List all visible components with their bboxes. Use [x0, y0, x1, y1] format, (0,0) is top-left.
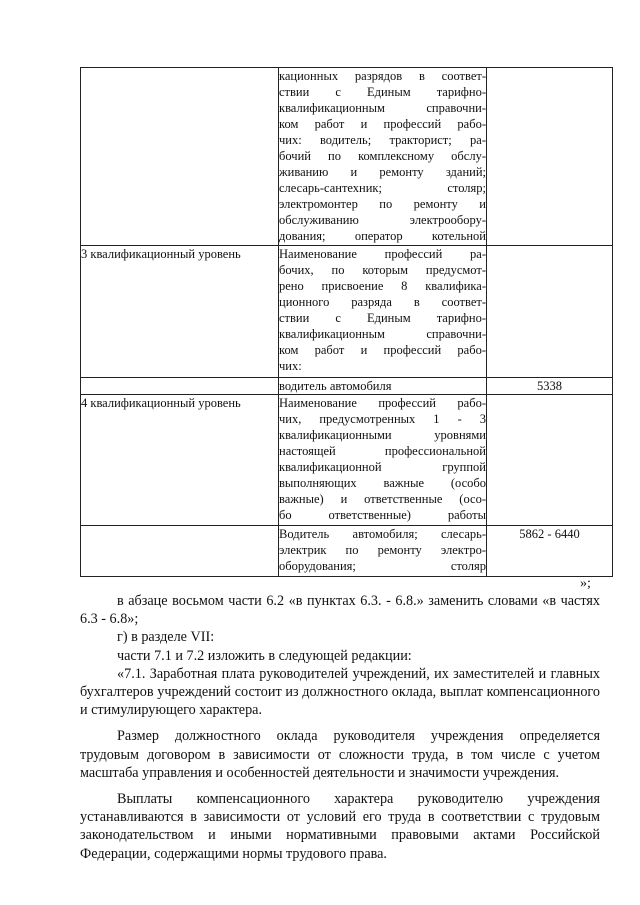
profession-cell: Наименование профессий рабо- чих, предусмотренных 1 - 3 квалификационными уровнями настоящей профессиональной квалификационной группой выполняющих важные (особо важные) и ответственные (осо- бо ответственные) работы	[279, 395, 487, 526]
level-cell	[81, 68, 279, 246]
table-row	[81, 246, 613, 378]
level-cell	[81, 526, 279, 577]
table-row	[81, 378, 613, 395]
paragraph: г) в разделе VII:	[117, 629, 215, 646]
paragraph: «7.1. Заработная плата руководителей учреждений, их заместителей и главных бухгалтеров учреждений состоит из должностного оклада, выплат компенсационного и стимулирующего характера.	[80, 665, 600, 719]
level-cell: 3 квалификационный уровень	[81, 246, 279, 378]
paragraph: Размер должностного оклада руководителя учреждения определяется трудовым договором в зависимости от сложности труда, в том числе с учетом масштаба управления и особенностей деятельности и значимости учреждения.	[80, 728, 600, 781]
salary-cell: 5862 - 6440	[487, 526, 613, 577]
paragraph: Выплаты компенсационного характера руководителю учреждения устанавливаются в зависимости от условий его труда в соответствии с трудовым законодательством и иными нормативными правовыми актами Российской Федерации, содержащими нормы трудового права.	[80, 791, 600, 862]
profession-cell: Водитель автомобиля; слесарь- электрик по ремонту электро- оборудования; столяр	[279, 526, 487, 577]
table-row	[81, 526, 613, 577]
profession-cell: кационных разрядов в соответ- ствии с Единым тарифно- квалификационным справочни- ком работ и профессий рабо- чих: водитель; тракторист; ра- бочий по комплексному обслу- живанию и ремонту зданий; слесарь-сантехник; столяр; электромонтер по ремонту и обслуживанию электрообору- дования; оператор котельной	[279, 68, 487, 246]
body-text	[80, 592, 600, 863]
closing-quote: »;	[580, 576, 591, 591]
profession-cell: водитель автомобиля	[279, 378, 487, 395]
paragraph: части 7.1 и 7.2 изложить в следующей редакции:	[117, 647, 412, 664]
table-row	[81, 395, 613, 526]
level-cell	[81, 378, 279, 395]
salary-cell	[487, 68, 613, 246]
salary-cell: 5338	[487, 378, 613, 395]
qualification-table	[80, 67, 613, 577]
level-cell: 4 квалификационный уровень	[81, 395, 279, 526]
profession-cell: Наименование профессий ра- бочих, по которым предусмот- рено присвоение 8 квалифика- ционного разряда в соответ- ствии с Единым тарифно- квалификационным справочни- ком работ и профессий рабо- чих:	[279, 246, 487, 378]
salary-cell	[487, 395, 613, 526]
table-row	[81, 68, 613, 246]
salary-cell	[487, 246, 613, 378]
paragraph: в абзаце восьмом части 6.2 «в пунктах 6.3. - 6.8.» заменить словами «в частях 6.3 - 6.8»;	[80, 593, 600, 628]
